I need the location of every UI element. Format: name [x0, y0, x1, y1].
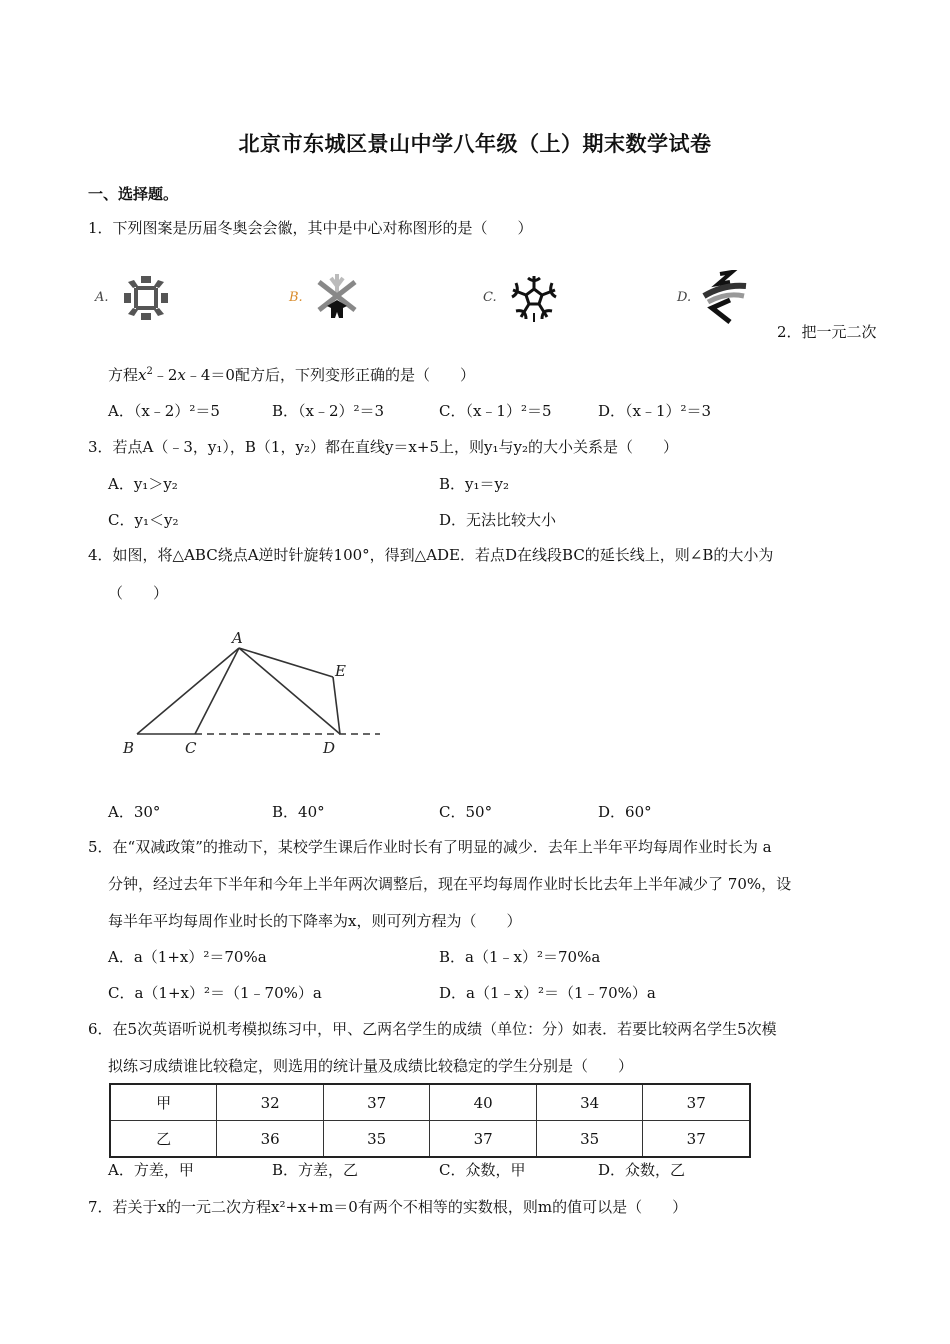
question-6-line-1: 6．在5次英语听说机考模拟练习中，甲、乙两名学生的成绩（单位：分）如表．若要比较两名学生5次模	[88, 1020, 777, 1038]
question-3-stem: 3．若点A（﹣3，y₁），B（1，y₂）都在直线y＝x+5上，则y₁与y₂的大小关系是（ ）	[88, 438, 678, 456]
q2-eq-part: ﹣2	[152, 366, 178, 384]
q2-eq-tail: ﹣4＝0配方后，下列变形正确的是（ ）	[185, 366, 475, 384]
table-cell: 乙	[110, 1121, 217, 1158]
vertex-label-c: C	[185, 739, 197, 757]
table-cell: 36	[217, 1121, 324, 1158]
q4-option-d: D．60°	[598, 803, 652, 821]
q6-option-a: A．方差，甲	[108, 1161, 194, 1179]
q3-option-d: D．无法比较大小	[439, 511, 557, 529]
table-cell: 34	[536, 1084, 643, 1121]
q2-var-x: x	[138, 366, 147, 384]
q2-exponent: 2	[146, 366, 153, 377]
question-7-stem: 7．若关于x的一元二次方程x²+x+m＝0有两个不相等的实数根，则m的值可以是（ ）	[88, 1198, 688, 1216]
table-cell: 35	[323, 1121, 430, 1158]
winter-olympics-emblem-b-icon	[315, 272, 359, 322]
question-4-stem: 4．如图，将△ABC绕点A逆时针旋转100°，得到△ADE．若点D在线段BC的延长线上，则∠B的大小为	[88, 546, 774, 564]
table-cell: 32	[217, 1084, 324, 1121]
q1-option-a-label: A.	[95, 290, 109, 305]
table-row	[110, 1121, 750, 1158]
table-cell: 37	[323, 1084, 430, 1121]
q4-option-c: C．50°	[439, 803, 493, 821]
q5-option-c: C．a（1+x）²＝（1﹣70%）a	[108, 984, 322, 1002]
triangle-rotation-diagram	[115, 628, 385, 763]
question-5-line-3: 每半年平均每周作业时长的下降率为x，则可列方程为（ ）	[108, 912, 522, 930]
q5-option-d: D．a（1﹣x）²＝（1﹣70%）a	[439, 984, 656, 1002]
q2-option-c: C．（x﹣1）²＝5	[439, 402, 552, 420]
q2-var-x: x	[177, 366, 186, 384]
table-row	[110, 1084, 750, 1121]
table-cell: 35	[536, 1121, 643, 1158]
q1-option-b-label: B.	[289, 290, 303, 305]
vertex-label-e: E	[335, 662, 346, 680]
question-6-line-2: 拟练习成绩谁比较稳定，则选用的统计量及成绩比较稳定的学生分别是（ ）	[108, 1057, 634, 1075]
q2-option-a: A．（x﹣2）²＝5	[108, 402, 220, 420]
scores-table	[109, 1083, 751, 1158]
vertex-label-d: D	[323, 739, 336, 757]
page-title: 北京市东城区景山中学八年级（上）期末数学试卷	[238, 132, 712, 156]
winter-olympics-emblem-d-icon	[700, 270, 750, 326]
question-4-stem-cont: （ ）	[108, 584, 169, 602]
q6-option-c: C．众数，甲	[439, 1161, 526, 1179]
q1-option-d-label: D.	[677, 290, 692, 305]
vertex-label-b: B	[123, 739, 135, 757]
question-2-stem	[108, 364, 475, 385]
question-5-line-2: 分钟，经过去年下半年和今年上半年两次调整后，现在平均每周作业时长比去年上半年减少了 70%，设	[108, 875, 792, 893]
q3-option-b: B．y₁＝y₂	[439, 475, 509, 493]
q5-option-a: A．a（1+x）²＝70%a	[108, 948, 267, 966]
question-2-stem-start: 2．把一元二次	[777, 323, 877, 341]
q1-option-c-label: C.	[483, 290, 497, 305]
section-heading: 一、选择题。	[88, 185, 179, 203]
winter-olympics-emblem-c-icon	[510, 273, 558, 323]
table-cell: 37	[643, 1121, 750, 1158]
q5-option-b: B．a（1﹣x）²＝70%a	[439, 948, 601, 966]
q2-option-b: B．（x﹣2）²＝3	[272, 402, 385, 420]
vertex-label-a: A	[232, 629, 243, 647]
question-5-line-1: 5．在“双减政策”的推动下，某校学生课后作业时长有了明显的减少．去年上半年平均每周作业时长为 a	[88, 838, 772, 856]
q3-option-a: A．y₁＞y₂	[108, 475, 178, 493]
q3-option-c: C．y₁＜y₂	[108, 511, 179, 529]
q4-option-a: A．30°	[108, 803, 161, 821]
question-1-stem: 1．下列图案是历届冬奥会会徽，其中是中心对称图形的是（ ）	[88, 219, 533, 237]
q2-stem-text: 方程	[108, 366, 139, 384]
winter-olympics-emblem-a-icon	[122, 274, 170, 322]
q4-option-b: B．40°	[272, 803, 325, 821]
q6-option-b: B．方差，乙	[272, 1161, 359, 1179]
q6-option-d: D．众数，乙	[598, 1161, 686, 1179]
table-cell: 37	[430, 1121, 537, 1158]
table-cell: 甲	[110, 1084, 217, 1121]
table-cell: 40	[430, 1084, 537, 1121]
q2-option-d: D．（x﹣1）²＝3	[598, 402, 712, 420]
table-cell: 37	[643, 1084, 750, 1121]
